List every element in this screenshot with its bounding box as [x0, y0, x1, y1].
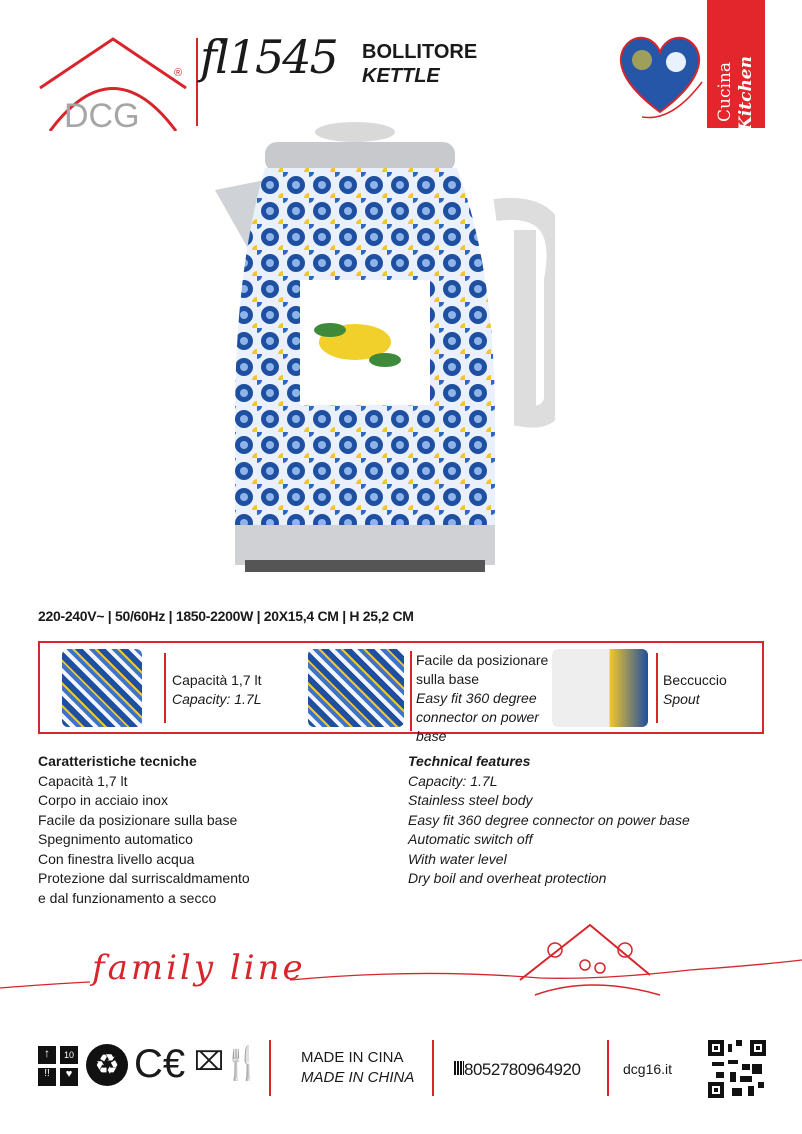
heading: Technical features: [408, 753, 531, 769]
tech-features-en: [408, 752, 690, 889]
certification-icons: [38, 1042, 268, 1086]
this-way-up-icon: ↑: [38, 1046, 56, 1064]
website-link[interactable]: dcg16.it: [623, 1061, 673, 1077]
feature-en: Easy fit 360 degree connector on power base: [416, 690, 539, 744]
svg-text:®: ®: [174, 67, 183, 79]
kitchen-ribbon: [707, 0, 765, 131]
list-item: Dry boil and overheat protection: [408, 870, 607, 886]
feature-it: Facile da posizionare sulla base: [416, 652, 549, 687]
feature-base: [416, 651, 566, 746]
made-in-it: MADE IN CINA: [301, 1049, 404, 1066]
food-safe-icon: 🍴: [222, 1045, 262, 1081]
made-in: [301, 1048, 414, 1088]
model-number: fl1545: [200, 30, 337, 84]
feature-capacity: [172, 671, 262, 709]
made-in-en: MADE IN CHINA: [301, 1069, 415, 1086]
weee-bin-icon: ⌧: [194, 1046, 224, 1076]
list-item: Capacità 1,7 lt: [38, 772, 128, 789]
dcg-logo: [38, 36, 188, 131]
title-en: KETTLE: [362, 65, 440, 87]
kettle-image: [205, 120, 555, 580]
feature-en: Capacity: 1.7L: [172, 691, 262, 707]
tile-heart-icon: [612, 22, 708, 126]
base-thumbnail: [308, 649, 404, 727]
green-dot-icon: ♻: [86, 1044, 128, 1086]
features-box: [38, 641, 764, 744]
barcode-number: [454, 1060, 580, 1080]
handle-care-icon: ♥: [60, 1068, 78, 1086]
list-item: With water level: [408, 850, 507, 867]
spout-thumbnail: [552, 649, 648, 727]
ribbon-it: Cucina: [715, 62, 735, 122]
ribbon-en: Kitchen: [736, 56, 756, 131]
tech-features-it: [38, 752, 250, 908]
title-it: BOLLITORE: [362, 41, 478, 63]
fragile-icon: !!: [38, 1068, 56, 1086]
specifications: 220-240V~ | 50/60Hz | 1850-2200W | 20X15,4 CM | H 25,2 CM: [38, 608, 414, 624]
list-item: Spegnimento automatico: [38, 831, 193, 847]
heading: Caratteristiche tecniche: [38, 753, 197, 769]
barcode-text: 8052780964920: [464, 1060, 581, 1079]
list-item: Con finestra livello acqua: [38, 850, 195, 867]
ce-mark-icon: C€: [134, 1042, 186, 1086]
list-item: Easy fit 360 degree connector on power base: [408, 811, 690, 828]
feature-it: Capacità 1,7 lt: [172, 672, 262, 688]
divider: [196, 38, 198, 126]
list-item: e dal funzionamento a secco: [38, 889, 217, 906]
stack-limit-icon: 10: [60, 1046, 78, 1064]
feature-it: Beccuccio: [663, 672, 727, 688]
list-item: Protezione dal surriscaldmamento: [38, 870, 250, 886]
barcode-icon: [454, 1061, 464, 1075]
list-item: Stainless steel body: [408, 792, 533, 808]
feature-en: Spout: [663, 691, 700, 707]
list-item: Facile da posizionare sulla base: [38, 811, 238, 828]
product-title: [362, 40, 477, 88]
list-item: Corpo in acciaio inox: [38, 792, 168, 808]
svg-text:DCG: DCG: [64, 97, 140, 131]
list-item: Automatic switch off: [408, 831, 533, 847]
family-line-title: family line: [92, 948, 306, 988]
kettle-thumbnail: [62, 649, 142, 727]
list-item: Capacity: 1.7L: [408, 772, 498, 789]
qr-code-icon: [708, 1040, 766, 1098]
feature-spout: [663, 671, 727, 709]
